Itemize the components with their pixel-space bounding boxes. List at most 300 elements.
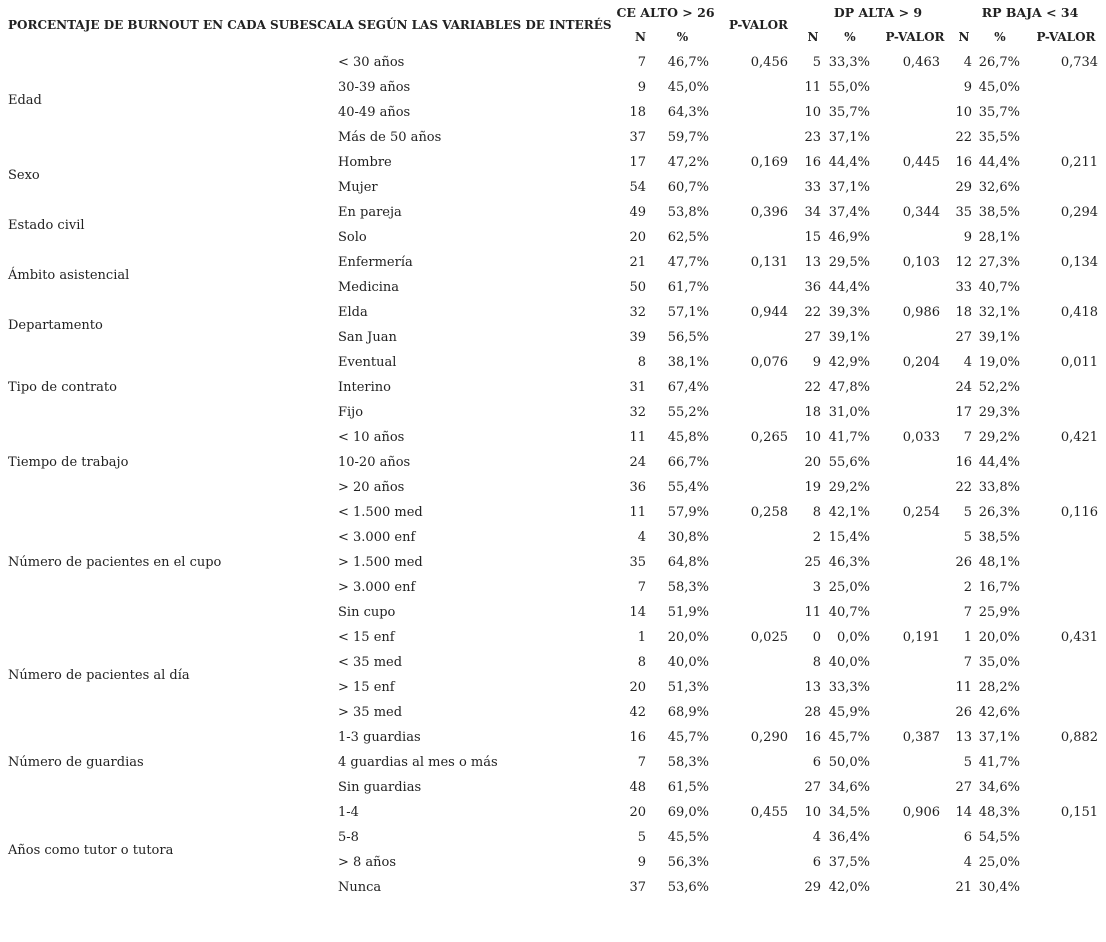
category-label: Mujer (338, 180, 378, 195)
dp-pvalue-cell (876, 825, 954, 850)
rp-percent-cell: 28,2% (978, 680, 1020, 695)
rp-count-cell: 16 (955, 455, 972, 470)
rp-percent-cell: 54,5% (978, 830, 1020, 845)
rp-pvalue-cell: 0,011 (1060, 355, 1099, 370)
dp-pvalue-cell (876, 700, 954, 725)
variable-label: Estado civil (8, 217, 85, 233)
table-body (0, 50, 1106, 900)
dp-count-cell: 8 (812, 505, 821, 520)
category-label: < 10 años (338, 430, 405, 445)
rp-percent-cell: 35,0% (978, 655, 1020, 670)
rp-count-cell: 35 (955, 205, 972, 220)
ce-count-cell: 21 (629, 255, 646, 270)
category-label: > 35 med (338, 705, 403, 720)
ce-count-cell: 50 (629, 280, 646, 295)
category-label: < 3.000 enf (338, 530, 416, 545)
category-label: Interino (338, 380, 391, 395)
rp-count-cell: 5 (963, 755, 972, 770)
ce-count-cell: 32 (629, 405, 646, 420)
dp-count-cell: 34 (804, 205, 821, 220)
dp-n-header: N (807, 30, 819, 44)
rp-count-cell: 7 (963, 605, 972, 620)
rp-percent-cell: 32,1% (978, 305, 1020, 320)
dp-pvalue-cell: 0,387 (902, 730, 940, 745)
ce-pct-header: % (676, 30, 689, 44)
ce-count-cell: 7 (637, 580, 646, 595)
rp-count-cell: 17 (955, 405, 972, 420)
rp-pvalue-cell (1026, 875, 1106, 900)
category-label: > 1.500 med (338, 555, 423, 570)
ce-count-cell: 7 (637, 55, 646, 70)
dp-percent-cell: 44,4% (828, 280, 870, 295)
ce-count-cell: 24 (629, 455, 646, 470)
dp-count-cell: 20 (804, 455, 821, 470)
dp-pvalue-cell (876, 600, 954, 625)
dp-count-cell: 29 (804, 880, 821, 895)
ce-pvalue-cell: 0,944 (750, 305, 788, 320)
category-label: < 30 años (338, 55, 405, 70)
rp-percent-cell: 52,2% (978, 380, 1020, 395)
rp-count-cell: 11 (955, 680, 972, 695)
dp-pvalue-cell (876, 475, 954, 500)
rp-count-cell: 1 (963, 630, 972, 645)
rp-pvalue-cell (1026, 375, 1106, 400)
rp-percent-cell: 20,0% (978, 630, 1020, 645)
ce-pvalue-cell (715, 225, 802, 250)
dp-pvalue-cell (876, 875, 954, 900)
rp-count-cell: 13 (955, 730, 972, 745)
variable-label: Edad (8, 92, 42, 108)
ce-percent-cell: 62,5% (667, 230, 709, 245)
rp-count-cell: 12 (955, 255, 972, 270)
rp-pvalue-cell (1026, 850, 1106, 875)
dp-pvalue-cell: 0,906 (902, 805, 940, 820)
dp-pvalue-cell: 0,254 (902, 505, 940, 520)
rp-count-cell: 9 (963, 80, 972, 95)
rp-pvalue-cell: 0,418 (1060, 305, 1099, 320)
dp-percent-cell: 46,3% (828, 555, 870, 570)
rp-percent-cell: 44,4% (978, 455, 1020, 470)
ce-pvalue-cell (715, 775, 802, 800)
dp-pvalue-cell (876, 275, 954, 300)
category-label: 40-49 años (338, 105, 411, 120)
ce-count-cell: 20 (629, 680, 646, 695)
ce-count-cell: 18 (629, 105, 646, 120)
ce-pvalue-cell: 0,076 (750, 355, 788, 370)
rp-pvalue-cell (1026, 700, 1106, 725)
dp-count-cell: 10 (804, 430, 821, 445)
ce-pvalue-cell (715, 650, 802, 675)
dp-count-cell: 8 (812, 655, 821, 670)
ce-pvalue-cell: 0,396 (750, 205, 788, 220)
rp-percent-cell: 38,5% (978, 530, 1020, 545)
category-label: 1-4 (338, 805, 359, 820)
category-label: San Juan (338, 330, 397, 345)
rp-pvalue-cell: 0,294 (1060, 205, 1099, 220)
rp-pvalue-cell (1026, 825, 1106, 850)
dp-count-cell: 4 (812, 830, 821, 845)
rp-pvalue-cell: 0,734 (1060, 55, 1099, 70)
dp-count-cell: 2 (812, 530, 821, 545)
ce-percent-cell: 45,7% (667, 730, 709, 745)
dp-percent-cell: 34,6% (828, 780, 870, 795)
ce-percent-cell: 58,3% (667, 755, 709, 770)
dp-percent-cell: 31,0% (828, 405, 870, 420)
ce-pvalue-cell: 0,456 (750, 55, 788, 70)
dp-percent-cell: 33,3% (828, 55, 870, 70)
ce-percent-cell: 20,0% (667, 630, 709, 645)
dp-percent-cell: 25,0% (828, 580, 870, 595)
rp-pvalue-cell (1026, 450, 1106, 475)
rp-percent-cell: 48,3% (978, 805, 1020, 820)
category-label: 5-8 (338, 830, 359, 845)
category-label: > 8 años (338, 855, 397, 870)
rp-pvalue-cell (1026, 650, 1106, 675)
category-label: < 15 enf (338, 630, 395, 645)
rp-pvalue-cell (1026, 600, 1106, 625)
rp-pvalue-cell (1026, 225, 1106, 250)
dp-pvalue-cell (876, 100, 954, 125)
ce-percent-cell: 46,7% (667, 55, 709, 70)
rp-count-cell: 4 (963, 355, 972, 370)
dp-pvalue-cell: 0,191 (902, 630, 940, 645)
variable-label: Número de pacientes en el cupo (8, 555, 222, 570)
ce-count-cell: 8 (637, 355, 646, 370)
dp-count-cell: 15 (804, 230, 821, 245)
ce-n-header: N (635, 30, 646, 44)
ce-pvalue-header: P-VALOR (728, 17, 789, 32)
ce-count-cell: 11 (629, 505, 646, 520)
ce-percent-cell: 56,3% (667, 855, 709, 870)
table-row (0, 725, 1106, 750)
ce-count-cell: 5 (637, 830, 646, 845)
category-label: Sin guardias (338, 780, 422, 795)
ce-pvalue-cell (715, 375, 802, 400)
dp-percent-cell: 39,3% (828, 305, 870, 320)
dp-pvalue-cell (876, 575, 954, 600)
rp-percent-cell: 25,9% (978, 605, 1020, 620)
rp-percent-cell: 19,0% (978, 355, 1020, 370)
rp-pvalue-cell (1026, 100, 1106, 125)
dp-count-cell: 5 (812, 55, 821, 70)
dp-percent-cell: 42,9% (828, 355, 870, 370)
dp-pvalue-cell (876, 650, 954, 675)
rp-pvalue-cell (1026, 325, 1106, 350)
dp-count-cell: 11 (804, 605, 821, 620)
dp-count-cell: 16 (804, 730, 821, 745)
variable-label: Tiempo de trabajo (8, 455, 129, 470)
ce-count-cell: 20 (629, 805, 646, 820)
dp-count-cell: 3 (812, 580, 821, 595)
table-row (0, 150, 1106, 175)
group-rp-header: RP BAJA < 34 (981, 5, 1079, 20)
ce-percent-cell: 47,7% (667, 255, 709, 270)
ce-pvalue-cell: 0,455 (750, 805, 788, 820)
ce-percent-cell: 57,9% (667, 505, 709, 520)
rp-percent-cell: 27,3% (978, 255, 1020, 270)
ce-percent-cell: 30,8% (667, 530, 709, 545)
ce-count-cell: 49 (629, 205, 646, 220)
ce-percent-cell: 56,5% (667, 330, 709, 345)
dp-count-cell: 23 (804, 130, 821, 145)
rp-count-cell: 5 (963, 530, 972, 545)
rp-percent-cell: 45,0% (978, 80, 1020, 95)
rp-count-cell: 14 (955, 805, 972, 820)
rp-percent-cell: 40,7% (978, 280, 1020, 295)
dp-count-cell: 16 (804, 155, 821, 170)
category-label: Sin cupo (338, 605, 396, 620)
dp-percent-cell: 37,1% (828, 130, 870, 145)
dp-count-cell: 18 (804, 405, 821, 420)
ce-percent-cell: 53,6% (667, 880, 709, 895)
rp-count-cell: 26 (955, 555, 972, 570)
category-label: Enfermería (338, 255, 413, 270)
ce-pvalue-cell (715, 125, 802, 150)
rp-pct-header: % (994, 30, 1006, 44)
category-label: 30-39 años (338, 80, 411, 95)
rp-percent-cell: 25,0% (978, 855, 1020, 870)
ce-pvalue-cell: 0,290 (750, 730, 788, 745)
rp-pvalue-cell (1026, 775, 1106, 800)
rp-count-cell: 18 (955, 305, 972, 320)
dp-count-cell: 36 (804, 280, 821, 295)
dp-count-cell: 25 (804, 555, 821, 570)
rp-count-cell: 6 (963, 830, 972, 845)
ce-percent-cell: 64,8% (667, 555, 709, 570)
dp-pvalue-cell: 0,033 (902, 430, 940, 445)
rp-percent-cell: 37,1% (978, 730, 1020, 745)
dp-percent-cell: 40,0% (828, 655, 870, 670)
ce-count-cell: 1 (637, 630, 646, 645)
ce-percent-cell: 60,7% (667, 180, 709, 195)
dp-count-cell: 0 (812, 630, 821, 645)
ce-percent-cell: 55,2% (667, 405, 709, 420)
dp-percent-cell: 33,3% (828, 680, 870, 695)
ce-pvalue-cell (715, 600, 802, 625)
rp-count-cell: 4 (963, 855, 972, 870)
dp-count-cell: 33 (804, 180, 821, 195)
category-label: 10-20 años (338, 455, 411, 470)
dp-percent-cell: 36,4% (828, 830, 870, 845)
rp-n-header: N (958, 30, 970, 44)
rp-percent-cell: 48,1% (978, 555, 1020, 570)
dp-percent-cell: 45,9% (828, 705, 870, 720)
category-label: < 35 med (338, 655, 403, 670)
dp-count-cell: 13 (804, 255, 821, 270)
dp-percent-cell: 41,7% (828, 430, 870, 445)
rp-pvalue-cell: 0,151 (1060, 805, 1099, 820)
ce-percent-cell: 38,1% (667, 355, 709, 370)
dp-pvalue-cell: 0,986 (902, 305, 940, 320)
dp-pvalue-cell (876, 375, 954, 400)
ce-count-cell: 32 (629, 305, 646, 320)
rp-count-cell: 26 (955, 705, 972, 720)
dp-percent-cell: 42,1% (828, 505, 870, 520)
dp-count-cell: 28 (804, 705, 821, 720)
group-ce-header: CE ALTO > 26 (616, 5, 715, 20)
dp-count-cell: 19 (804, 480, 821, 495)
ce-pvalue-cell (715, 875, 802, 900)
dp-percent-cell: 29,2% (828, 480, 870, 495)
dp-pvalue-cell: 0,445 (902, 155, 940, 170)
category-label: Medicina (338, 280, 400, 295)
dp-percent-cell: 37,5% (828, 855, 870, 870)
table-row (0, 250, 1106, 275)
ce-pvalue-cell (715, 525, 802, 550)
dp-percent-cell: 34,5% (828, 805, 870, 820)
ce-percent-cell: 66,7% (667, 455, 709, 470)
rp-percent-cell: 26,7% (978, 55, 1020, 70)
dp-percent-cell: 0,0% (836, 630, 870, 645)
table-row (0, 425, 1106, 450)
rp-percent-cell: 29,2% (978, 430, 1020, 445)
variable-label: Ámbito asistencial (8, 267, 130, 283)
ce-percent-cell: 57,1% (667, 305, 709, 320)
rp-pvalue-cell: 0,211 (1060, 155, 1099, 170)
rp-count-cell: 27 (955, 780, 972, 795)
rp-count-cell: 10 (955, 105, 972, 120)
ce-percent-cell: 64,3% (667, 105, 709, 120)
ce-percent-cell: 53,8% (667, 205, 709, 220)
dp-count-cell: 27 (804, 780, 821, 795)
table-row (0, 500, 1106, 525)
ce-count-cell: 35 (629, 555, 646, 570)
table-title: PORCENTAJE DE BURNOUT EN CADA SUBESCALA SEGÚN LAS VARIABLES DE INTERÉS (8, 17, 612, 32)
dp-percent-cell: 55,6% (828, 455, 870, 470)
dp-pvalue-cell (876, 675, 954, 700)
dp-pvalue-cell: 0,344 (902, 205, 940, 220)
rp-percent-cell: 26,3% (978, 505, 1020, 520)
ce-count-cell: 7 (637, 755, 646, 770)
rp-pvalue-cell (1026, 675, 1106, 700)
dp-pvalue-cell (876, 550, 954, 575)
rp-count-cell: 7 (963, 430, 972, 445)
ce-percent-cell: 45,0% (667, 80, 709, 95)
rp-count-cell: 2 (963, 580, 972, 595)
ce-count-cell: 17 (629, 155, 646, 170)
category-label: En pareja (338, 205, 402, 220)
dp-count-cell: 22 (804, 380, 821, 395)
dp-percent-cell: 42,0% (828, 880, 870, 895)
rp-percent-cell: 34,6% (978, 780, 1020, 795)
dp-percent-cell: 45,7% (828, 730, 870, 745)
dp-pvalue-cell (876, 525, 954, 550)
dp-count-cell: 6 (812, 855, 821, 870)
dp-pvalue-cell (876, 75, 954, 100)
category-label: > 20 años (338, 480, 405, 495)
table-row (0, 625, 1106, 650)
table-header (0, 0, 1106, 50)
ce-pvalue-cell (715, 850, 802, 875)
ce-count-cell: 16 (629, 730, 646, 745)
dp-percent-cell: 15,4% (828, 530, 870, 545)
dp-percent-cell: 46,9% (828, 230, 870, 245)
variable-label: Departamento (8, 317, 103, 333)
dp-pvalue-cell (876, 225, 954, 250)
rp-pvalue-header: P-VALOR (1036, 30, 1096, 44)
rp-pvalue-cell (1026, 75, 1106, 100)
variable-label: Sexo (8, 167, 40, 183)
dp-percent-cell: 37,1% (828, 180, 870, 195)
ce-count-cell: 39 (629, 330, 646, 345)
rp-count-cell: 22 (955, 480, 972, 495)
rp-percent-cell: 29,3% (978, 405, 1020, 420)
rp-pvalue-cell: 0,421 (1060, 430, 1099, 445)
dp-percent-cell: 55,0% (828, 80, 870, 95)
category-label: Elda (338, 305, 368, 320)
ce-pvalue-cell (715, 450, 802, 475)
rp-count-cell: 33 (955, 280, 972, 295)
ce-percent-cell: 67,4% (667, 380, 709, 395)
rp-pvalue-cell (1026, 125, 1106, 150)
dp-pvalue-cell: 0,103 (902, 255, 940, 270)
ce-percent-cell: 47,2% (667, 155, 709, 170)
rp-percent-cell: 41,7% (978, 755, 1020, 770)
rp-pvalue-cell: 0,882 (1060, 730, 1099, 745)
rp-pvalue-cell (1026, 525, 1106, 550)
dp-count-cell: 22 (804, 305, 821, 320)
dp-pvalue-cell: 0,204 (902, 355, 940, 370)
variable-label: Años como tutor o tutora (8, 842, 174, 858)
ce-count-cell: 8 (637, 655, 646, 670)
ce-pvalue-cell (715, 550, 802, 575)
table-row (0, 50, 1106, 75)
variable-label: Número de guardias (8, 755, 144, 770)
rp-pvalue-cell (1026, 550, 1106, 575)
ce-pvalue-cell (715, 575, 802, 600)
ce-percent-cell: 45,8% (667, 430, 709, 445)
category-label: Solo (338, 230, 367, 245)
rp-percent-cell: 35,5% (978, 130, 1020, 145)
ce-pvalue-cell (715, 325, 802, 350)
ce-percent-cell: 55,4% (667, 480, 709, 495)
ce-pvalue-cell (715, 75, 802, 100)
dp-pvalue-cell: 0,463 (902, 55, 940, 70)
dp-pvalue-cell (876, 125, 954, 150)
rp-percent-cell: 30,4% (978, 880, 1020, 895)
ce-percent-cell: 68,9% (667, 705, 709, 720)
ce-pvalue-cell: 0,025 (750, 630, 788, 645)
dp-pvalue-cell (876, 400, 954, 425)
dp-count-cell: 9 (812, 355, 821, 370)
rp-percent-cell: 32,6% (978, 180, 1020, 195)
dp-pvalue-cell (876, 325, 954, 350)
dp-percent-cell: 29,5% (828, 255, 870, 270)
dp-percent-cell: 50,0% (828, 755, 870, 770)
rp-count-cell: 16 (955, 155, 972, 170)
dp-pvalue-cell (876, 750, 954, 775)
ce-count-cell: 42 (629, 705, 646, 720)
ce-pvalue-cell: 0,265 (750, 430, 788, 445)
dp-pvalue-cell (876, 775, 954, 800)
rp-count-cell: 24 (955, 380, 972, 395)
rp-count-cell: 22 (955, 130, 972, 145)
category-label: > 15 enf (338, 680, 395, 695)
category-label: Más de 50 años (338, 130, 442, 145)
category-label: Eventual (338, 355, 397, 370)
ce-percent-cell: 61,7% (667, 280, 709, 295)
ce-pvalue-cell (715, 700, 802, 725)
ce-pvalue-cell (715, 825, 802, 850)
ce-count-cell: 31 (629, 380, 646, 395)
category-label: 1-3 guardias (338, 730, 421, 745)
rp-percent-cell: 28,1% (978, 230, 1020, 245)
rp-percent-cell: 16,7% (978, 580, 1020, 595)
ce-pvalue-cell (715, 750, 802, 775)
ce-pvalue-cell (715, 475, 802, 500)
category-label: Nunca (338, 880, 382, 895)
ce-percent-cell: 51,9% (667, 605, 709, 620)
